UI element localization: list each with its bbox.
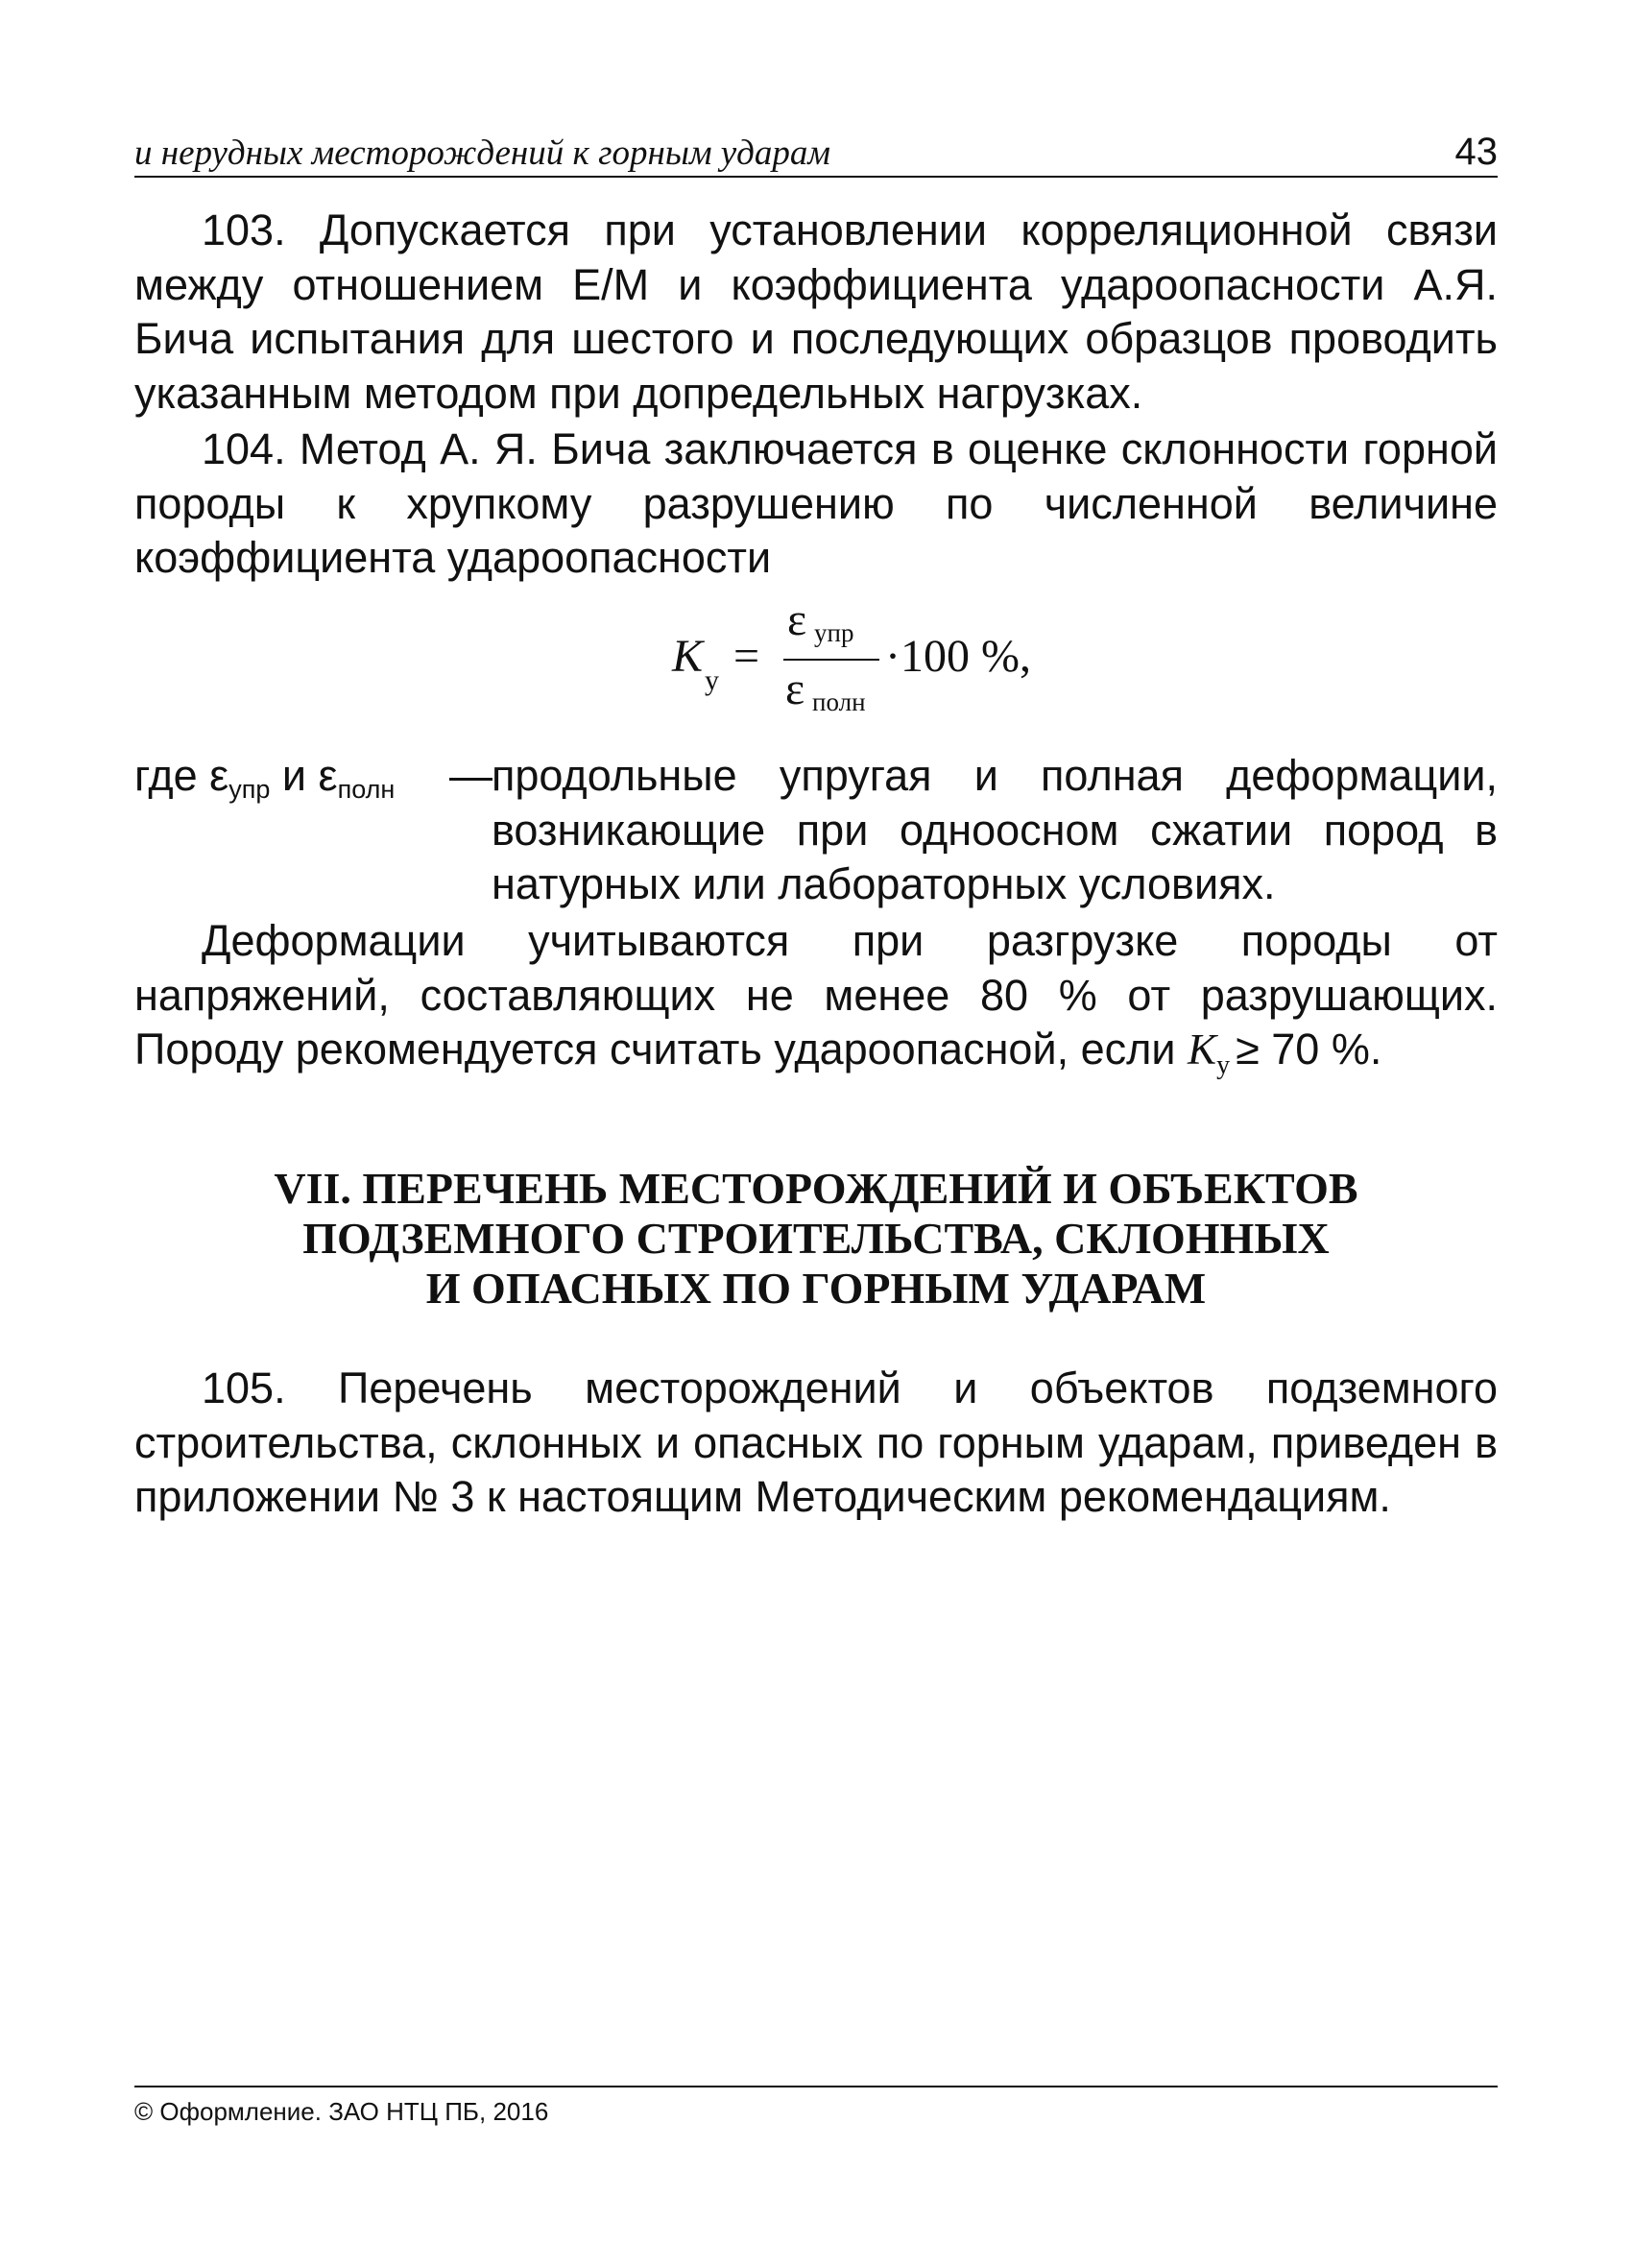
formula-ky [672,593,1056,728]
formula-denominator-subscript: полн [812,688,866,716]
paragraph-104-text: 104. Метод А. Я. Бича заключается в оценке склонности горной породы к хрупкому разрушению по численной величине коэффициента удароопасности [134,424,1498,582]
where-symbols [134,749,395,808]
paragraph-deformations [134,914,1498,1084]
paragraph-103-text: 103. Допускается при установлении корреляционной связи между отношением Е/М и коэффициента удароопасности А.Я. Бича испытания для шестого и последующих образцов проводить указанным методом при допредельных нагрузках. [134,205,1498,418]
where-dash: — [449,751,492,800]
deformations-tail: ≥ 70 %. [1236,1025,1382,1074]
formula-numerator: ε [787,594,807,645]
footer-copyright: © Оформление. ЗАО НТЦ ПБ, 2016 [134,2097,549,2126]
paragraph-105-text: 105. Перечень месторождений и объектов подземного строительства, склонных и опасных по горным ударам, приведен в приложении № 3 к настоящим Методическим рекомендациям. [134,1363,1498,1521]
where-sub-poln: полн [337,775,396,804]
ky-symbol: K [1188,1025,1217,1074]
formula-lhs-subscript: у [705,664,719,696]
paragraph-105 [134,1362,1498,1525]
header-rule [134,176,1498,178]
formula-numerator-subscript: упр [814,618,854,647]
paragraph-103 [134,204,1498,421]
formula-lhs: K [672,631,704,682]
section-heading-line-3: И ОПАСНЫХ ПО ГОРНЫМ УДАРАМ [425,1264,1207,1313]
fraction-bar [783,659,879,661]
formula-rhs: ·100 %, [885,631,1031,682]
where-conj: и ε [270,751,338,800]
formula-denominator: ε [785,664,805,714]
where-prefix: где ε [134,751,229,800]
deformations-text: Деформации учитываются при разгрузке породы от напряжений, составляющих не менее 80 % от разрушающих. Породу рекомендуется считать удароопасной, если [134,916,1498,1074]
section-heading-line-2: ПОДЗЕМНОГО СТРОИТЕЛЬСТВА, СКЛОННЫХ [302,1214,1330,1263]
where-definition: продольные упругая и полная деформации, возникающие при одноосном сжатии пород в натурных или лабораторных условиях. [492,751,1498,908]
paragraph-104 [134,422,1498,586]
where-clause [134,749,1498,912]
footer-rule [134,2086,1498,2087]
ky-subscript: у [1216,1050,1231,1080]
running-title: и нерудных месторождений к горным ударам [134,133,830,173]
page-number: 43 [1454,131,1498,173]
section-heading-line-1: VII. ПЕРЕЧЕНЬ МЕСТОРОЖДЕНИЙ И ОБЪЕКТОВ [274,1164,1358,1213]
formula-equals: = [733,631,760,682]
section-heading [134,1164,1498,1314]
where-sub-upr: упр [228,775,271,804]
running-header [134,127,1498,181]
